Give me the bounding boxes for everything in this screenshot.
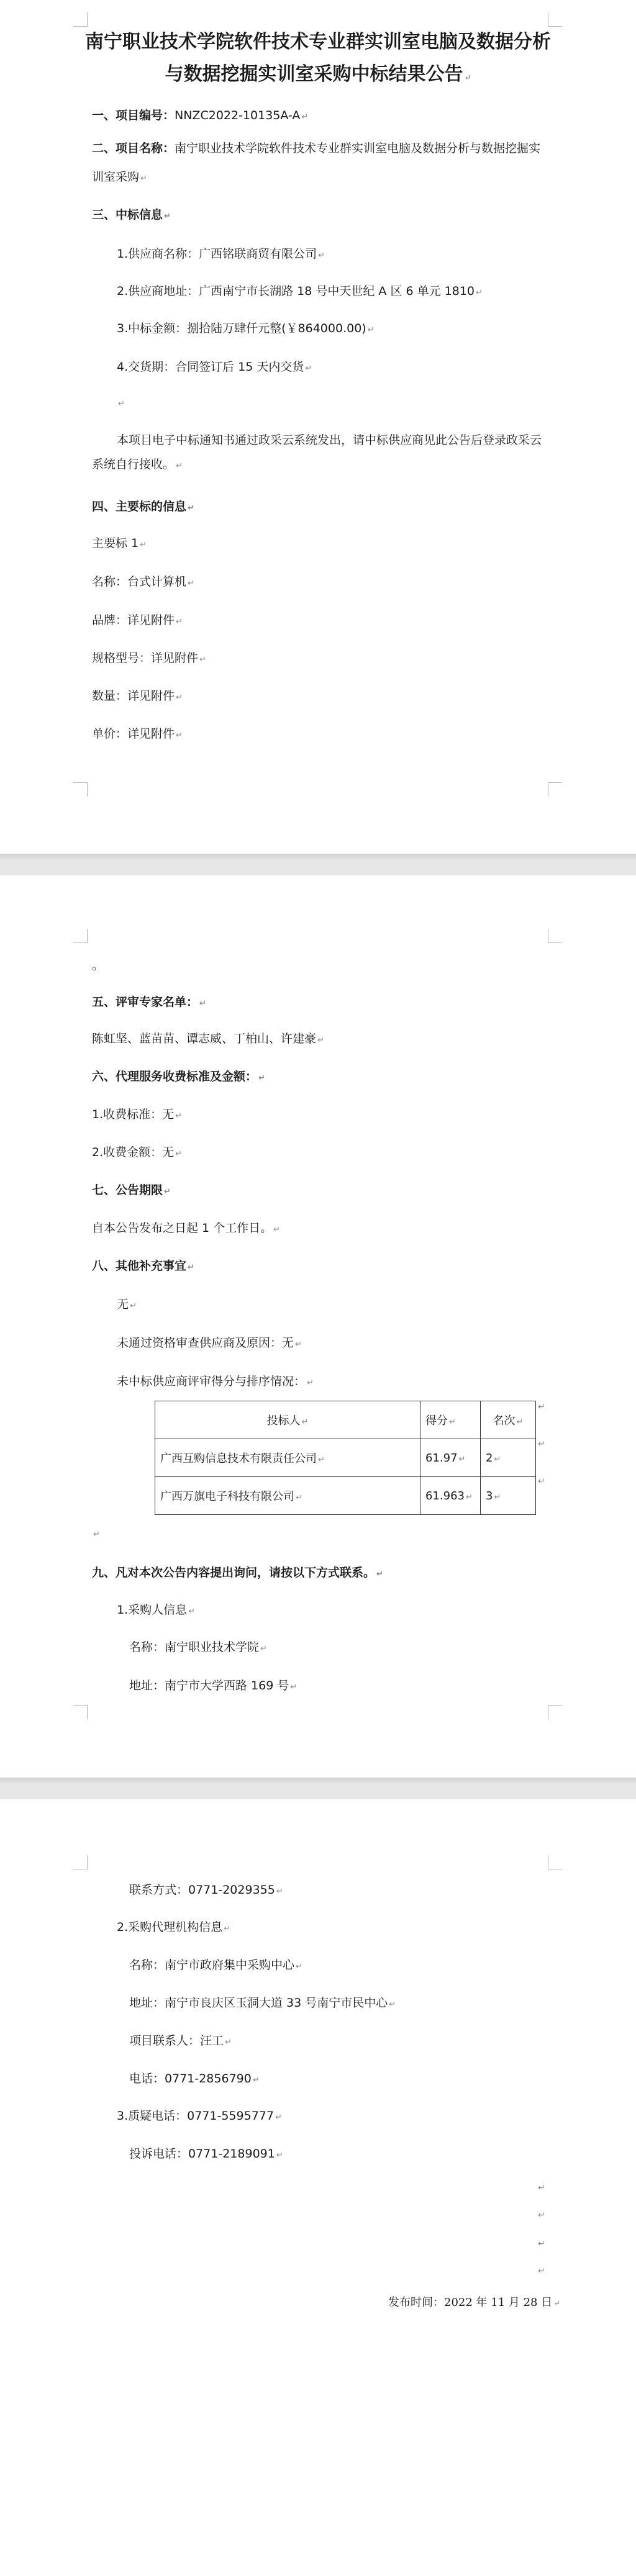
query-phone: 3.质疑电话：0771-5595777 ↵ bbox=[117, 2109, 282, 2123]
page-3 bbox=[0, 1799, 636, 2576]
purchaser-heading: 1.采购人信息 ↵ bbox=[117, 1603, 196, 1617]
row-end-mark: ↵ bbox=[538, 1402, 545, 1412]
table-header-cell: 名次 ↵ bbox=[481, 1401, 536, 1439]
agency-name: 名称：南宁市政府集中采购中心 ↵ bbox=[129, 1958, 302, 1972]
project-name-line-2: 训室采购 ↵ bbox=[92, 170, 147, 184]
paragraph-mark: ↵ bbox=[538, 2210, 545, 2220]
page-corner-mark bbox=[548, 1855, 562, 1869]
page-corner-mark bbox=[73, 12, 88, 27]
page-corner-mark bbox=[548, 12, 562, 27]
item-unit-price: 单价：详见附件 ↵ bbox=[92, 727, 183, 741]
item-quantity: 数量：详见附件 ↵ bbox=[92, 689, 183, 703]
delivery-period: 4.交货期：合同签订后 15 天内交货 ↵ bbox=[117, 360, 312, 374]
item-name: 名称：台式计算机 ↵ bbox=[92, 575, 194, 589]
table-header-row bbox=[155, 1401, 536, 1439]
paragraph-mark: ↵ bbox=[538, 2266, 545, 2276]
disqualified-suppliers: 未通过资格审查供应商及原因：无 ↵ bbox=[117, 1336, 302, 1350]
table-row bbox=[155, 1439, 536, 1477]
row-end-mark: ↵ bbox=[538, 1476, 545, 1486]
page-2 bbox=[0, 875, 636, 1778]
notice-text-line-2: 系统自行接收。 ↵ bbox=[92, 458, 183, 471]
empty-paragraph-mark: ↵ bbox=[93, 1530, 100, 1539]
table-cell: 3 ↵ bbox=[481, 1477, 536, 1515]
page-corner-mark bbox=[548, 1705, 562, 1719]
table-cell: 61.97 ↵ bbox=[420, 1439, 481, 1477]
page-separator bbox=[0, 854, 636, 875]
page-corner-mark bbox=[73, 929, 88, 943]
table-row bbox=[155, 1477, 536, 1515]
table-cell: 61.963 ↵ bbox=[420, 1477, 481, 1515]
notice-text-line-1: 本项目电子中标通知书通过政采云系统发出，请中标供应商见此公告后登录政采云 bbox=[117, 433, 542, 447]
table-header-cell: 投标人 ↵ bbox=[155, 1401, 420, 1439]
section-award-heading: 三、中标信息 ↵ bbox=[92, 208, 171, 222]
page-separator bbox=[0, 1778, 636, 1799]
document-title-line-2: 与数据挖掘实训室采购中标结果公告 ↵ bbox=[165, 63, 471, 85]
publish-date: 发布时间：2022 年 11 月 28 日 ↵ bbox=[388, 2296, 561, 2309]
document-title-line-1: 南宁职业技术学院软件技术专业群实训室电脑及数据分析 bbox=[85, 31, 551, 53]
section-other-heading: 八、其他补充事宜 ↵ bbox=[92, 1259, 194, 1273]
item-model: 规格型号：详见附件 ↵ bbox=[92, 651, 206, 665]
page-corner-mark bbox=[548, 782, 562, 797]
table-cell: 2 ↵ bbox=[481, 1439, 536, 1477]
empty-paragraph-mark: ↵ bbox=[118, 399, 125, 409]
paragraph-mark: ↵ bbox=[538, 2239, 545, 2249]
paragraph-mark: ↵ bbox=[538, 2183, 545, 2193]
row-end-mark: ↵ bbox=[538, 1439, 545, 1449]
complaint-phone: 投诉电话：0771-2189091 ↵ bbox=[129, 2147, 283, 2161]
section-contact-heading: 九、凡对本次公告内容提出询问，请按以下方式联系。 ↵ bbox=[92, 1566, 383, 1579]
ranking-table bbox=[155, 1401, 536, 1515]
agency-heading: 2.采购代理机构信息 ↵ bbox=[117, 1920, 231, 1934]
award-amount: 3.中标金额：捌拾陆万肆仟元整(￥864000.00) ↵ bbox=[117, 322, 375, 335]
ranking-intro: 未中标供应商评审得分与排序情况： ↵ bbox=[117, 1375, 314, 1388]
purchaser-name: 名称：南宁职业技术学院 ↵ bbox=[129, 1640, 267, 1654]
page-corner-mark bbox=[73, 782, 88, 797]
agency-phone: 电话：0771-2856790 ↵ bbox=[129, 2072, 260, 2086]
expert-list: 陈虹坚、蓝苗苗、谭志威、丁柏山、许建豪 ↵ bbox=[92, 1032, 324, 1046]
page-corner-mark bbox=[73, 1705, 88, 1719]
page-1 bbox=[0, 0, 636, 854]
table-cell: 广西互购信息技术有限责任公司 ↵ bbox=[155, 1439, 420, 1477]
section-period-heading: 七、公告期限 ↵ bbox=[92, 1183, 171, 1197]
supplier-address: 2.供应商地址：广西南宁市长湖路 18 号中天世纪 A 区 6 单元 1810 ↵ bbox=[117, 284, 483, 298]
purchaser-contact: 联系方式：0771-2029355 ↵ bbox=[129, 1883, 283, 1897]
continuation-mark: 。 bbox=[92, 959, 104, 972]
fee-standard: 1.收费标准：无 ↵ bbox=[92, 1108, 183, 1121]
supplier-name: 1.供应商名称：广西铭联商贸有限公司 ↵ bbox=[117, 247, 325, 261]
table-cell: 广西万旗电子科技有限公司 ↵ bbox=[155, 1477, 420, 1515]
other-none: 无 ↵ bbox=[117, 1298, 137, 1311]
project-number: 一、项目编号：NNZC2022-10135A-A ↵ bbox=[92, 109, 309, 122]
agency-contact-person: 项目联系人：汪工 ↵ bbox=[129, 2034, 232, 2048]
section-fee-heading: 六、代理服务收费标准及金额： ↵ bbox=[92, 1070, 265, 1083]
fee-amount: 2.收费金额：无 ↵ bbox=[92, 1146, 183, 1159]
item-brand: 品牌：详见附件 ↵ bbox=[92, 613, 183, 627]
purchaser-address: 地址：南宁市大学西路 169 号 ↵ bbox=[129, 1679, 298, 1692]
page-corner-mark bbox=[548, 929, 562, 943]
project-name-line-1: 二、项目名称：南宁职业技术学院软件技术专业群实训室电脑及数据分析与数据挖掘实 bbox=[92, 142, 541, 155]
item-number: 主要标 1 ↵ bbox=[92, 536, 147, 550]
section-experts-heading: 五、评审专家名单： ↵ bbox=[92, 995, 206, 1009]
agency-address: 地址：南宁市良庆区玉洞大道 33 号南宁市民中心 ↵ bbox=[129, 1996, 396, 2010]
section-items-heading: 四、主要标的信息 ↵ bbox=[92, 500, 194, 513]
table-header-cell: 得分 ↵ bbox=[420, 1401, 481, 1439]
period-text: 自本公告发布之日起 1 个工作日。 ↵ bbox=[92, 1221, 281, 1235]
page-corner-mark bbox=[73, 1855, 88, 1869]
